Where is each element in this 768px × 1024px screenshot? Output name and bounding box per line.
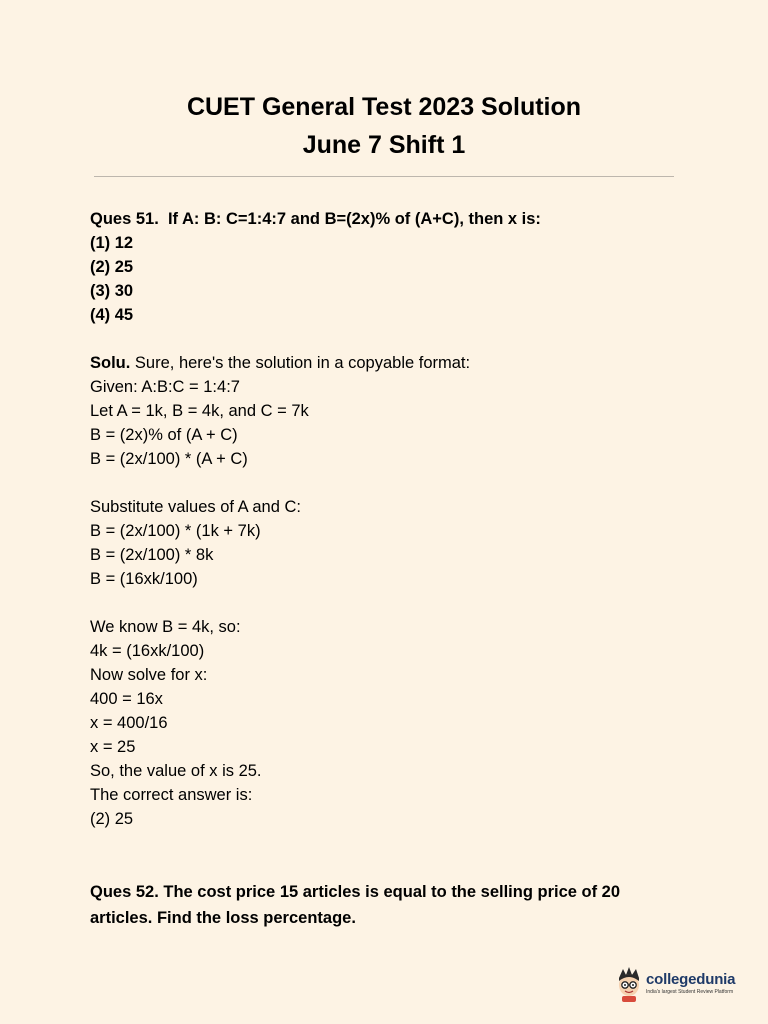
logo-name: collegedunia [646,971,736,988]
solution-line: So, the value of x is 25. [90,762,262,780]
solution-line: Now solve for x: [90,666,208,684]
correct-answer: (2) 25 [90,810,134,828]
solution-label: Solu. [90,354,131,372]
solution-line: Given: A:B:C = 1:4:7 [90,378,240,396]
solution-line: 400 = 16x [90,690,163,708]
solution-line: Substitute values of A and C: [90,498,301,516]
solution-line: 4k = (16xk/100) [90,642,205,660]
option-4: (4) 45 [90,306,134,324]
solution-line: x = 25 [90,738,136,756]
mascot-icon [614,966,644,1002]
solution-line: B = (2x)% of (A + C) [90,426,238,444]
solution-line: B = (2x/100) * (A + C) [90,450,248,468]
title-line-1: CUET General Test 2023 Solution [186,93,582,121]
document-body [90,207,690,931]
question-51: Ques 51. If A: B: C=1:4:7 and B=(2x)% of (A+C), then x is: [90,210,541,228]
collegedunia-logo [614,964,742,1004]
option-3: (3) 30 [90,282,134,300]
question-52: Ques 52. The cost price 15 articles is equal to the selling price of 20 articles. Find the loss percentage. [90,883,621,927]
solution-line: B = (16xk/100) [90,570,198,588]
title-line-2: June 7 Shift 1 [302,131,466,159]
solution-line: x = 400/16 [90,714,168,732]
solution-intro-text: Sure, here's the solution in a copyable format: [130,354,471,372]
solution-intro [90,351,690,375]
solution-line: The correct answer is: [90,786,253,804]
title-divider [94,176,674,177]
solution-line: We know B = 4k, so: [90,618,241,636]
option-2: (2) 25 [90,258,134,276]
option-1: (1) 12 [90,234,134,252]
solution-line: B = (2x/100) * (1k + 7k) [90,522,261,540]
solution-line: Let A = 1k, B = 4k, and C = 7k [90,402,309,420]
solution-line: B = (2x/100) * 8k [90,546,214,564]
logo-tagline: India's largest Student Review Platform [646,989,734,995]
page-title [0,88,768,164]
